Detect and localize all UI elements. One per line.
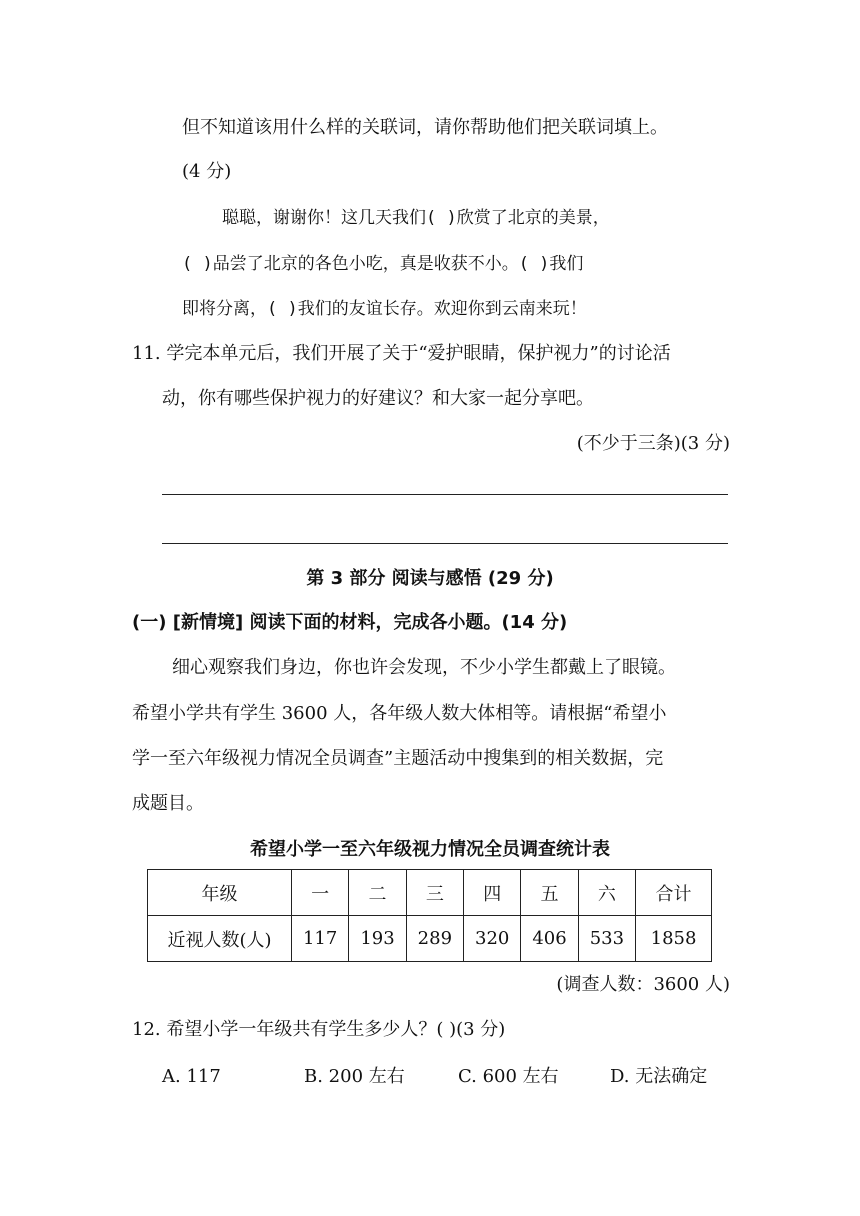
answer-line[interactable] [162, 543, 728, 544]
table-cell: 近视人数(人) [148, 916, 292, 962]
q11-note: (不少于三条)(3 分) [576, 433, 730, 454]
section-title: 第 3 部分 阅读与感悟 (29 分) [306, 568, 554, 589]
table-cell: 一 [292, 870, 349, 916]
table-footnote: (调查人数：3600 人) [556, 974, 730, 995]
q10-letter-line: ( )品尝了北京的各色小吃，真是收获不小。( )我们 [182, 254, 584, 274]
option-d[interactable]: D. 无法确定 [610, 1066, 708, 1087]
table-cell: 五 [521, 870, 578, 916]
q12-stem: 12. 希望小学一年级共有学生多少人？( )(3 分) [132, 1019, 506, 1040]
table-row [148, 916, 712, 962]
section-subtitle: (一) [新情境] 阅读下面的材料，完成各小题。(14 分) [132, 612, 568, 633]
passage-line: 细心观察我们身边，你也许会发现，不少小学生都戴上了眼镜。 [172, 657, 676, 678]
option-c[interactable]: C. 600 左右 [458, 1066, 559, 1087]
table-cell: 406 [521, 916, 578, 962]
table-cell: 六 [578, 870, 635, 916]
q10-score: (4 分) [182, 161, 232, 182]
passage-line: 学一至六年级视力情况全员调查”主题活动中搜集到的相关数据，完 [132, 748, 664, 769]
table-cell: 三 [406, 870, 463, 916]
q10-letter-line: 聪聪，谢谢你！这几天我们( )欣赏了北京的美景， [222, 208, 610, 228]
table-cell: 193 [349, 916, 406, 962]
table-cell: 年级 [148, 870, 292, 916]
table-cell: 四 [464, 870, 521, 916]
table-cell: 289 [406, 916, 463, 962]
table-cell: 533 [578, 916, 635, 962]
option-a[interactable]: A. 117 [162, 1066, 221, 1087]
option-b[interactable]: B. 200 左右 [304, 1066, 405, 1087]
table-title: 希望小学一至六年级视力情况全员调查统计表 [250, 839, 610, 860]
answer-line[interactable] [162, 494, 728, 495]
table-header-row [148, 870, 712, 916]
passage-line: 希望小学共有学生 3600 人，各年级人数大体相等。请根据“希望小 [132, 703, 667, 724]
q10-instruction: 但不知道该用什么样的关联词，请你帮助他们把关联词填上。 [182, 117, 668, 138]
vision-survey-table [147, 869, 712, 962]
table-cell: 二 [349, 870, 406, 916]
table-cell: 117 [292, 916, 349, 962]
table-cell: 1858 [636, 916, 712, 962]
q11-stem-cont: 动，你有哪些保护视力的好建议？和大家一起分享吧。 [162, 388, 594, 409]
table-cell: 合计 [636, 870, 712, 916]
passage-line: 成题目。 [132, 793, 204, 814]
table-cell: 320 [464, 916, 521, 962]
q10-letter-line: 即将分离，( )我们的友谊长存。欢迎你到云南来玩！ [182, 299, 587, 319]
q11-stem: 11. 学完本单元后，我们开展了关于“爱护眼睛，保护视力”的讨论活 [132, 343, 671, 364]
